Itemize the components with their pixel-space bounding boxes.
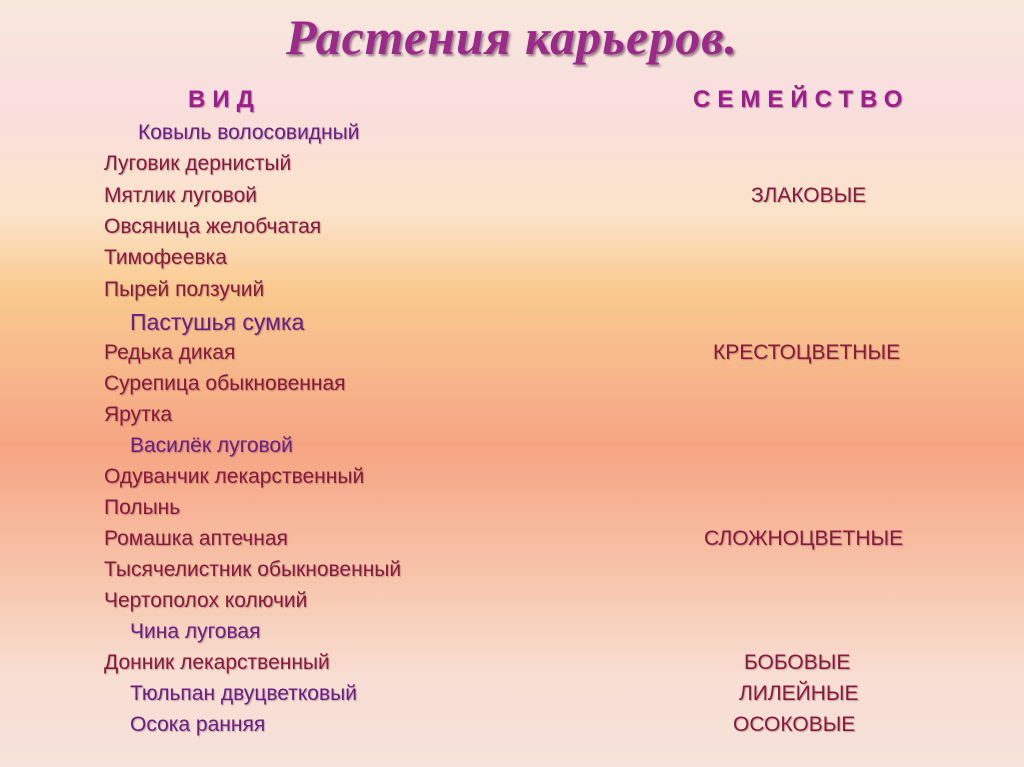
species-item: Чина луговая	[130, 620, 261, 643]
species-item: Тысячелистник обыкновенный	[104, 558, 402, 581]
family-label: ЛИЛЕЙНЫЕ	[739, 682, 859, 705]
family-label: ЗЛАКОВЫЕ	[751, 184, 867, 207]
species-item: Овсяница желобчатая	[104, 215, 322, 238]
species-item: Ромашка аптечная	[104, 527, 288, 550]
slide-title: Растения карьеров.	[285, 9, 739, 65]
species-item: Тюльпан двуцветковый	[130, 682, 357, 705]
family-label: СЛОЖНОЦВЕТНЫЕ	[704, 527, 904, 550]
species-item: Луговик дернистый	[104, 152, 292, 175]
family-label: ОСОКОВЫЕ	[733, 713, 856, 736]
family-label: БОБОВЫЕ	[744, 651, 851, 674]
species-item: Ковыль волосовидный	[138, 121, 360, 144]
species-item: Пастушья сумка	[130, 309, 305, 335]
species-item: Василёк луговой	[130, 434, 293, 457]
family-label: КРЕСТОЦВЕТНЫЕ	[713, 341, 901, 364]
species-item: Одуванчик лекарственный	[104, 465, 365, 488]
species-item: Ярутка	[104, 403, 173, 426]
species-item: Тимофеевка	[104, 246, 227, 269]
species-item: Пырей ползучий	[104, 278, 265, 301]
species-item: Чертополох колючий	[104, 589, 308, 612]
header-species: ВИД	[188, 86, 261, 113]
species-item: Донник лекарственный	[104, 651, 330, 674]
header-family: СЕМЕЙСТВО	[693, 86, 910, 113]
species-item: Редька дикая	[104, 341, 236, 364]
species-item: Мятлик луговой	[104, 184, 257, 207]
species-item: Осока ранняя	[130, 713, 266, 736]
species-item: Сурепица обыкновенная	[104, 372, 346, 395]
species-item: Полынь	[104, 496, 181, 519]
